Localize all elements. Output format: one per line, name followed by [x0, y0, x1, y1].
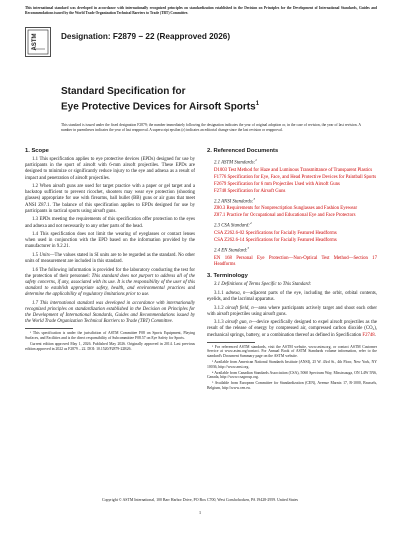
page-number: 1: [198, 510, 202, 515]
reference-code[interactable]: F2748: [214, 188, 227, 194]
reference-code[interactable]: Z80.3: [214, 206, 226, 212]
reference-item[interactable]: [214, 182, 377, 188]
reference-item[interactable]: [214, 175, 377, 181]
section-2-heading: 2. Referenced Documents: [207, 148, 279, 154]
reference-title[interactable]: Practice for Occupational and Educational Eye and Face Protectors: [226, 213, 356, 219]
reference-title[interactable]: Test Method for Haze and Luminous Transmittance of Transparent Plastics: [228, 167, 373, 173]
reference-item[interactable]: [214, 231, 377, 237]
csa-standard-subhead: 2.3 CSA Standard:$^4$: [214, 221, 252, 229]
title-line-1: Standard Specification for: [61, 86, 186, 97]
footnote-divider-right: [207, 342, 255, 343]
footnote-3: ³ Available from American National Standards Institute (ANSI), 25 W. 43rd St., 4th Floor, New York, NY 10036, http://www.ansi.org.: [207, 360, 377, 369]
right-column: [207, 148, 377, 392]
reference-code[interactable]: F1776: [214, 174, 227, 180]
copyright-footer: Copyright © ASTM International, 100 Barr Harbor Drive, PO Box C700, West Conshohocken, PA 19428-2959. United States: [102, 498, 298, 502]
para-1-3: 1.3 EPDs meeting the requirements of this specification offer protection to the eyes and adnexa and not necessarily to any other parts of the head.: [25, 217, 195, 229]
en-reference-list: [207, 256, 377, 268]
para-3-1-2: 3.1.2 airsoft field, n—area where participants actively target and shoot each other with airsoft projectiles using airsoft guns.: [207, 305, 377, 317]
f2748-link[interactable]: F2748: [362, 332, 375, 338]
reference-title[interactable]: Specification for Airsoft Guns: [227, 188, 286, 194]
reference-title[interactable]: Specifications for Facially Featured Headforms: [245, 238, 337, 244]
reference-code[interactable]: F2679: [214, 181, 227, 187]
reference-title[interactable]: Specifications for Facially Featured Headforms: [245, 231, 337, 237]
para-1-5: 1.5 Units—The values stated in SI units are to be regarded as the standard. No other units of measurement are included in this standard.: [25, 252, 195, 265]
csa-reference-list: [207, 231, 377, 244]
reference-title[interactable]: Specification for 6 mm Projectiles Used with Airsoft Guns: [227, 181, 340, 187]
tbt-notice: This international standard was developed in accordance with internationally recognized principles on standardization established in the Decision on Principles for the Development of International Standards, Guides and Recommendations issued by the World Trade Organization Technical Barriers to Trade (TBT) Committee.: [25, 6, 377, 15]
astm-reference-list: [207, 168, 377, 195]
reference-code[interactable]: CSA Z262.6-02: [214, 231, 245, 237]
reference-title[interactable]: Requirements for Nonprescription Sunglasses and Fashion Eyewear: [226, 206, 358, 212]
para-1-2: 1.2 When airsoft guns are used for target practice with a paper or gel target and a backstop sufficient to prevent ricochet, shooters may wear eye protection (shooting glasses) appropriate for use with firearms, ball bullet (BB) guns or air guns that meet ANSI Z87.1. The balance of this specification applies to EPDs designed for use by participants in tactical sports using airsoft guns.: [25, 184, 195, 214]
reference-item[interactable]: [214, 256, 377, 268]
reference-code[interactable]: D1003: [214, 167, 228, 173]
para-3-1-3: 3.1.3 airsoft gun, n—device specifically designed to expel airsoft projectiles as the result of the release of energy by compressed air, compressed carbon dioxide (CO₂), mechanical springs, battery, or a combination thereof as defined in Specification F2748.: [207, 320, 377, 338]
section-3-heading: 3. Terminology: [207, 273, 248, 280]
para-1-7: 1.7 This international standard was developed in accordance with internationally recognized principles on standardization established in the Decision on Principles for the Development of International Standards, Guides and Recommendations issued by the World Trade Organization Technical Barriers to Trade (TBT) Committee.: [25, 300, 195, 325]
footnote-2: ² For referenced ASTM standards, visit the ASTM website, www.astm.org, or contact ASTM Customer Service at www.astm.org/contact. For Annual Book of ASTM Standards volume information, refer to the standard's Document Summary page on the ASTM website.: [207, 344, 377, 359]
para-3-1: 3.1 Definitions of Terms Specific to This Standard:: [214, 282, 312, 288]
astm-standards-subhead: 2.1 ASTM Standards:$^2$: [214, 158, 257, 166]
svg-text:ASTM: ASTM: [32, 33, 38, 51]
reference-item[interactable]: [214, 238, 377, 244]
section-1-heading: 1. Scope: [25, 148, 49, 154]
left-column: [25, 148, 195, 353]
en-standard-subhead: 2.4 EN Standard:$^5$: [214, 246, 250, 254]
reference-code[interactable]: CSA Z262.6-14: [214, 238, 245, 244]
para-1-4: 1.4 This specification does not limit the wearing of eyeglasses or contact lenses when used in conjunction with the EPD based on the information provided by the manufacturer in 9.2.21.: [25, 232, 195, 250]
para-1-6: 1.6 The following information is provided for the laboratory conducting the test for the protection of their personnel: This standard does not purport to address all of the safety concerns, if any, associated with its use. It is the responsibility of the user of this standard to establish appropriate safety, health, and environmental practices and determine the applicability of regulatory limitations prior to use.: [25, 267, 195, 298]
footnote-4: ⁴ Available from Canadian Standards Association (CSA), 5060 Spectrum Way, Mississauga, ON L4W 5N6, Canada, http://www.csagroup.org.: [207, 370, 377, 380]
reference-item[interactable]: [214, 213, 377, 219]
reference-title[interactable]: Specification for Eye, Face, and Head Protective Devices for Paintball Sports: [227, 174, 377, 180]
designation: Designation: F2879 − 22 (Reapproved 2026): [61, 32, 231, 41]
footnote-1: ¹ This specification is under the jurisdiction of ASTM Committee F08 on Sports Equipment, Playing Surfaces, and Facilities and is the direct responsibility of Subcommittee F08.57 on Eye Safety for Sports.: [25, 331, 195, 341]
ansi-standards-subhead: 2.2 ANSI Standards:$^3$: [214, 196, 255, 205]
ansi-reference-list: [207, 206, 377, 219]
reference-item[interactable]: [214, 189, 377, 195]
reference-code[interactable]: EN 168: [214, 255, 232, 261]
reference-code[interactable]: Z87.1: [214, 213, 226, 219]
document-title: [61, 86, 259, 113]
para-3-1-1: 3.1.1 adnexa, n—adjacent parts of the eye, including the orbit, orbital contents, eyelids, and the lacrimal apparatus.: [207, 290, 377, 302]
para-1-1: 1.1 This specification applies to eye protective devices (EPDs) designed for use by participants in the sport of airsoft with 6-mm airsoft projectiles. These EPDs are designed to minimize or significantly reduce injury to the eye and adnexa as a result of impact and penetration of airsoft projectiles.: [25, 157, 195, 181]
astm-logo: [25, 27, 51, 57]
standard-note: This standard is issued under the fixed designation F2879; the number immediately following the designation indicates the year of original adoption or, in the case of revision, the year of last revision. A number in parentheses indicates the year of last reapproval. A superscript epsilon (ε) indicates an editorial change since the last revision or reapproval.: [61, 123, 361, 133]
footnote-divider: [25, 328, 73, 329]
title-line-2: Eye Protective Devices for Airsoft Sports$^1$: [61, 101, 260, 113]
reference-title[interactable]: Personal Eye Protection—Non-Optical Test Method—Section 17 Headforms: [214, 255, 377, 267]
reference-item[interactable]: [214, 168, 377, 174]
footnote-5: ⁵ Available from European Committee for Standardization (CEN), Avenue Marnix 17, B-1000, Brussels, Belgium, http://www.cen.eu.: [207, 381, 377, 391]
reference-item[interactable]: [214, 206, 377, 212]
footnote-1-edition: Current edition approved May 1, 2026. Published May 2026. Originally approved in 2014. Last previous edition approved in 2022 as F2879 – 22. DOI: 10.1520/F2879-22R26.: [25, 342, 195, 351]
